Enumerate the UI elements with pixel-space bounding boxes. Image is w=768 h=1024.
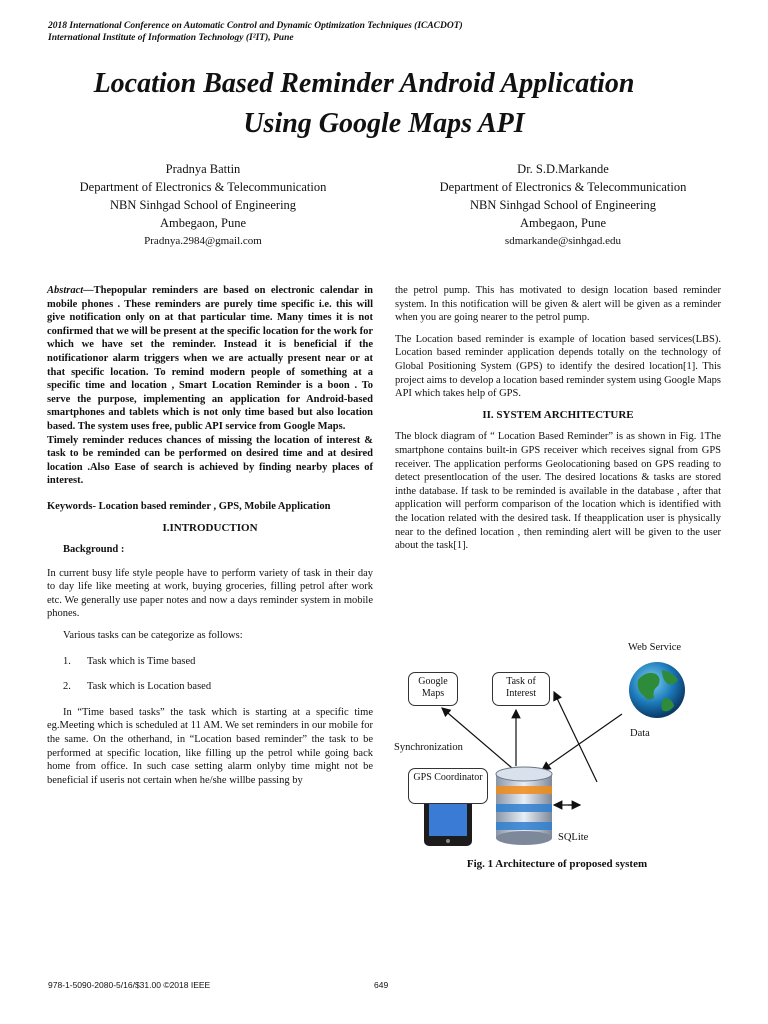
author-city: Ambegaon, Pune bbox=[159, 216, 247, 230]
list-item bbox=[63, 680, 373, 694]
data-label: Data bbox=[630, 728, 650, 739]
abstract-continued: Timely reminder reduces chances of missing the location of interest & task to be reminded can be performed on desired time and at desired location .Also Ease of search is achieved by finding nearby places of interest. bbox=[47, 434, 373, 487]
list-item-text: Task which is Time based bbox=[87, 655, 196, 667]
abstract bbox=[47, 284, 373, 434]
google-maps-box: Google Maps bbox=[408, 672, 458, 706]
gps-coordinator-box: GPS Coordinator bbox=[408, 768, 488, 804]
intro-paragraph-1: In current busy life style people have to perform variety of task in their day to day life like meeting at work, buying groceries, filling petrol after work etc. We generally use paper notes and now a days reminder system in mobile phones. bbox=[47, 567, 373, 620]
footer-isbn: 978-1-5090-2080-5/16/$31.00 ©2018 IEEE bbox=[48, 980, 211, 990]
abstract-lead: Abstract bbox=[47, 285, 84, 296]
author-school: NBN Sinhgad School of Engineering bbox=[469, 198, 657, 212]
list-item-number: 1. bbox=[63, 655, 71, 667]
intro-paragraph-4: the petrol pump. This has motivated to design location based reminder system. In this notification will be given & alert will be given as a reminder when you are going nearer to the petrol pump. bbox=[395, 285, 721, 324]
database-icon bbox=[496, 767, 552, 845]
list-item-number: 2. bbox=[63, 681, 71, 693]
paper-title-line-2: Using Google Maps API bbox=[243, 108, 525, 139]
left-column bbox=[47, 284, 373, 795]
synchronization-label: Synchronization bbox=[394, 742, 463, 753]
author-school: NBN Sinhgad School of Engineering bbox=[109, 198, 297, 212]
list-item bbox=[63, 655, 373, 669]
right-column bbox=[395, 284, 721, 561]
intro-paragraph-5: The Location based reminder is example of location based services(LBS). Location based reminder application depends totally on the technology of Global Positioning System (GPS) to identify the desired location[1]. This project aims to develop a location based reminder system using Google Maps API which takes help of GPS. bbox=[395, 333, 721, 400]
conference-name: 2018 International Conference on Automatic Control and Dynamic Optimization Techniques (ICACDOT) bbox=[48, 21, 463, 31]
globe-icon bbox=[629, 662, 685, 718]
author-department: Department of Electronics & Telecommunication bbox=[79, 180, 327, 194]
web-service-label: Web Service bbox=[628, 642, 682, 653]
author-department: Department of Electronics & Telecommunication bbox=[439, 180, 687, 194]
intro-paragraph-2: Various tasks can be categorize as follows: bbox=[63, 630, 243, 642]
section-heading-architecture: II. SYSTEM ARCHITECTURE bbox=[482, 408, 634, 421]
paper-title-line-1: Location Based Reminder Android Application bbox=[93, 68, 635, 99]
author-email: Pradnya.2984@gmail.com bbox=[144, 235, 262, 247]
arrow-globe-to-db bbox=[542, 714, 622, 770]
list-item-text: Task which is Location based bbox=[87, 681, 212, 693]
architecture-paragraph: The block diagram of “ Location Based Reminder” is as shown in Fig. 1The smartphone contains built-in GPS receiver which receives signal from GPS receiver. The application performs Geolocationing based on GPS reading to detect presentlocation of the user. The desired locations & tasks are stored inthe database. If task to be reminded is available in the database , after that application will perform comparison of the location which is identified with the location related with the desired task. If theapplication user is physically near to the defined location , then reminding alert will be given to the user about the task[1]. bbox=[395, 431, 721, 552]
page-number: 649 bbox=[374, 980, 389, 990]
task-of-interest-box: Task of Interest bbox=[492, 672, 550, 706]
author-block-1 bbox=[38, 160, 368, 250]
author-city: Ambegaon, Pune bbox=[519, 216, 607, 230]
section-heading-introduction: I.INTRODUCTION bbox=[162, 521, 258, 534]
intro-paragraph-3: In “Time based tasks” the task which is starting at a specific time eg.Meeting which is scheduled at 11 AM. We set reminders in our mobile for the same. On the otherhand, in “Location based reminder” the task to be performed at specific location, like filling up the petrol while going back home from office. In such case setting alarm onlyby time might not be beneficial if useris not certain when he/she willbe passing by bbox=[47, 706, 373, 786]
sqlite-label: SQLite bbox=[558, 832, 589, 843]
arrow-data-to-task-of-interest bbox=[554, 692, 597, 782]
author-name: Dr. S.D.Markande bbox=[517, 162, 609, 176]
conference-header bbox=[48, 20, 463, 44]
paper-title bbox=[0, 64, 768, 144]
architecture-figure bbox=[392, 636, 722, 876]
keywords: Keywords- Location based reminder , GPS, Mobile Application bbox=[47, 500, 331, 512]
conference-venue: International Institute of Information Technology (I²IT), Pune bbox=[48, 33, 294, 43]
author-email: sdmarkande@sinhgad.edu bbox=[504, 235, 622, 247]
author-name: Pradnya Battin bbox=[165, 162, 241, 176]
subheading-background: Background : bbox=[63, 544, 125, 556]
abstract-text: —Thepopular reminders are based on electronic calendar in mobile phones . These reminders are purely time specific i.e. this will give notification only on at that particular time. Many times it is not confirmed that we will be present at the specific location for the work for which we have set the reminder. Instead it is beneficial if the notificationor alarm triggers when we are actually present near or at that specific location. To remind modern people of something at a specific time and location , Smart Location Reminder is a boon . To serve the purpose, implementing an application for Android-based smartphones and tablets which is not only time based but also location based. The system uses free, public API service from Google Maps. bbox=[47, 285, 373, 432]
author-block-2 bbox=[398, 160, 728, 250]
arrow-gps-to-google-maps bbox=[442, 708, 512, 768]
figure-caption: Fig. 1 Architecture of proposed system bbox=[466, 858, 648, 870]
